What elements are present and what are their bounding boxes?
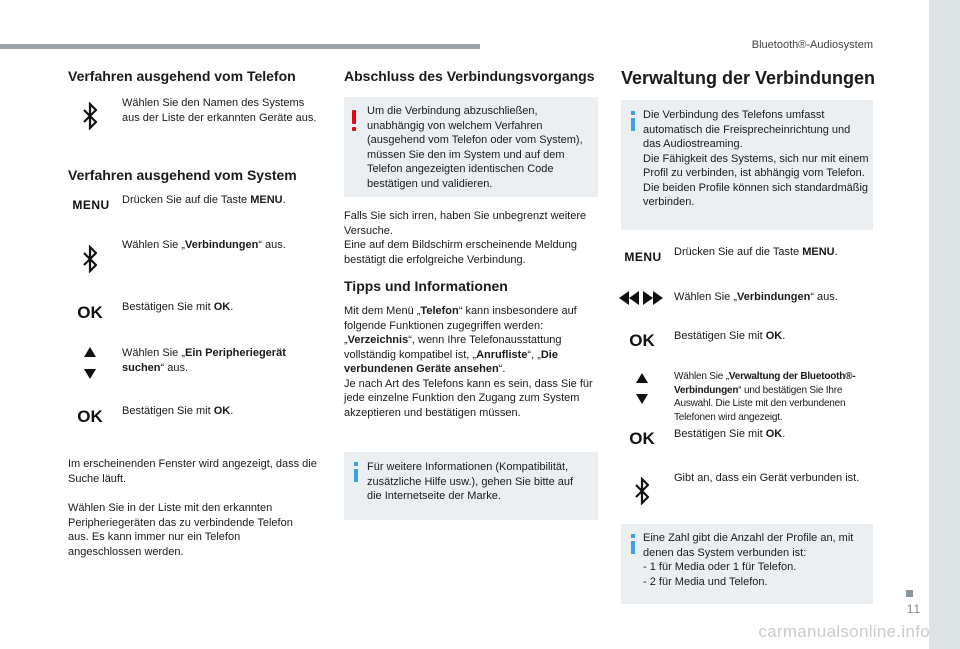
step-select-system-name: Wählen Sie den Namen des Systems aus der Liste der erkannten Geräte aus. xyxy=(122,97,317,124)
warning-text: Um die Verbindung abzuschließen, unabhängig von welchem Verfahren (ausgehend vom Telefon oder vom System), müssen Sie den im System und auf dem Telefon angezeigten identischen Code bestätigen und validieren. xyxy=(367,105,583,190)
warning-icon-dot xyxy=(352,127,356,131)
info-icon-dot xyxy=(631,111,635,115)
ok-button-icon: OK xyxy=(629,331,655,350)
heading-complete-connection: Abschluss des Verbindungsvorgangs xyxy=(344,68,595,84)
heading-tips: Tipps und Informationen xyxy=(344,278,508,294)
info-icon-dot xyxy=(631,534,635,538)
step-select-connections: Wählen Sie „Verbindungen“ aus. xyxy=(122,239,286,251)
page-header-title: Bluetooth®-Audiosystem xyxy=(751,39,873,51)
paragraph-search-running: Im erscheinenden Fenster wird angezeigt, dass die Suche läuft. xyxy=(68,458,317,485)
menu-button-icon: MENU xyxy=(624,250,662,264)
left-right-arrows-icon xyxy=(618,290,664,306)
bluetooth-icon xyxy=(80,244,100,274)
paragraph-success-message: Eine auf dem Bildschirm erscheinende Meldung bestätigt die erfolgreiche Verbindung. xyxy=(344,239,577,266)
page-number: 11 xyxy=(906,602,922,616)
arrow-down-icon xyxy=(82,368,98,380)
step-press-menu: Drücken Sie auf die Taste MENU. xyxy=(122,194,286,206)
watermark: carmanualsonline.info xyxy=(758,622,930,641)
arrow-up-icon xyxy=(82,346,98,358)
info-text-more-information: Für weitere Informationen (Kompatibilität, zusätzliche Hilfe usw.), gehen Sie bitte auf die Internetseite der Marke. xyxy=(367,461,574,502)
heading-from-system: Verfahren ausgehend vom System xyxy=(68,167,297,183)
step-manage-bluetooth: Wählen Sie „Verwaltung der Bluetooth®-Verbindungen“ und bestätigen Sie Ihre Auswahl. Die Liste mit den verbundenen Telefonen wird angezeigt. xyxy=(674,371,856,423)
info-icon-dot xyxy=(354,462,358,466)
warning-icon xyxy=(352,110,356,124)
step-press-menu: Drücken Sie auf die Taste MENU. xyxy=(674,246,838,258)
ok-button-icon: OK xyxy=(629,429,655,448)
info-icon xyxy=(631,541,635,554)
paragraph-unlimited-tries: Falls Sie sich irren, haben Sie unbegrenzt weitere Versuche. xyxy=(344,210,587,237)
arrow-down-icon xyxy=(634,393,650,405)
step-device-connected: Gibt an, dass ein Gerät verbunden ist. xyxy=(674,472,860,484)
arrow-up-icon xyxy=(634,372,650,384)
ok-button-icon: OK xyxy=(77,303,103,322)
menu-button-icon: MENU xyxy=(72,198,110,212)
info-icon xyxy=(354,469,358,482)
ok-button-icon: OK xyxy=(77,407,103,426)
step-confirm-ok-2: Bestätigen Sie mit OK. xyxy=(122,405,234,417)
step-confirm-ok: Bestätigen Sie mit OK. xyxy=(674,330,786,342)
page-corner-mark xyxy=(906,590,913,597)
paragraph-select-phone: Wählen Sie in der Liste mit den erkannten Peripheriegeräten das zu verbindende Telefon aus. Es kann immer nur ein Telefon angeschlossen werden. xyxy=(68,502,293,558)
paragraph-telephone-menu: Mit dem Menü „Telefon“ kann insbesondere auf folgende Funktionen zugegriffen werden: „Verzeichnis“, wenn Ihre Telefonausstattung vollständig kompatibel ist, „Anrufliste“, „Die verbundenen Geräte ansehen“. Je nach Art des Telefons kann es sein, dass Sie für jede einzelne Funktion den Zugang zum System akzeptieren und bestätigen müssen. xyxy=(344,305,593,419)
step-confirm-ok: Bestätigen Sie mit OK. xyxy=(122,301,234,313)
heading-from-phone: Verfahren ausgehend vom Telefon xyxy=(68,68,296,84)
heading-manage-connections: Verwaltung der Verbindungen xyxy=(621,68,876,88)
bluetooth-icon xyxy=(80,101,100,131)
header-rule xyxy=(0,44,480,49)
step-select-connections: Wählen Sie „Verbindungen“ aus. xyxy=(674,291,838,303)
bluetooth-icon xyxy=(632,476,652,506)
info-text-profiles: Die Verbindung des Telefons umfasst automatisch die Freisprecheinrichtung und das Audiostreaming. Die Fähigkeit des Systems, sich nur mit einem Profil zu verbinden, ist abhängig vom Telefon. Die beiden Profile können sich standardmäßig verbinden. xyxy=(643,109,869,208)
step-confirm-ok-2: Bestätigen Sie mit OK. xyxy=(674,428,786,440)
step-search-device: Wählen Sie „Ein Peripheriegerät suchen“ aus. xyxy=(122,347,286,374)
page-side-strip xyxy=(929,0,960,649)
info-text-profile-count: Eine Zahl gibt die Anzahl der Profile an, mit denen das System verbunden ist: - 1 für Media oder 1 für Telefon. - 2 für Media und Telefon. xyxy=(643,532,854,588)
info-icon xyxy=(631,118,635,131)
